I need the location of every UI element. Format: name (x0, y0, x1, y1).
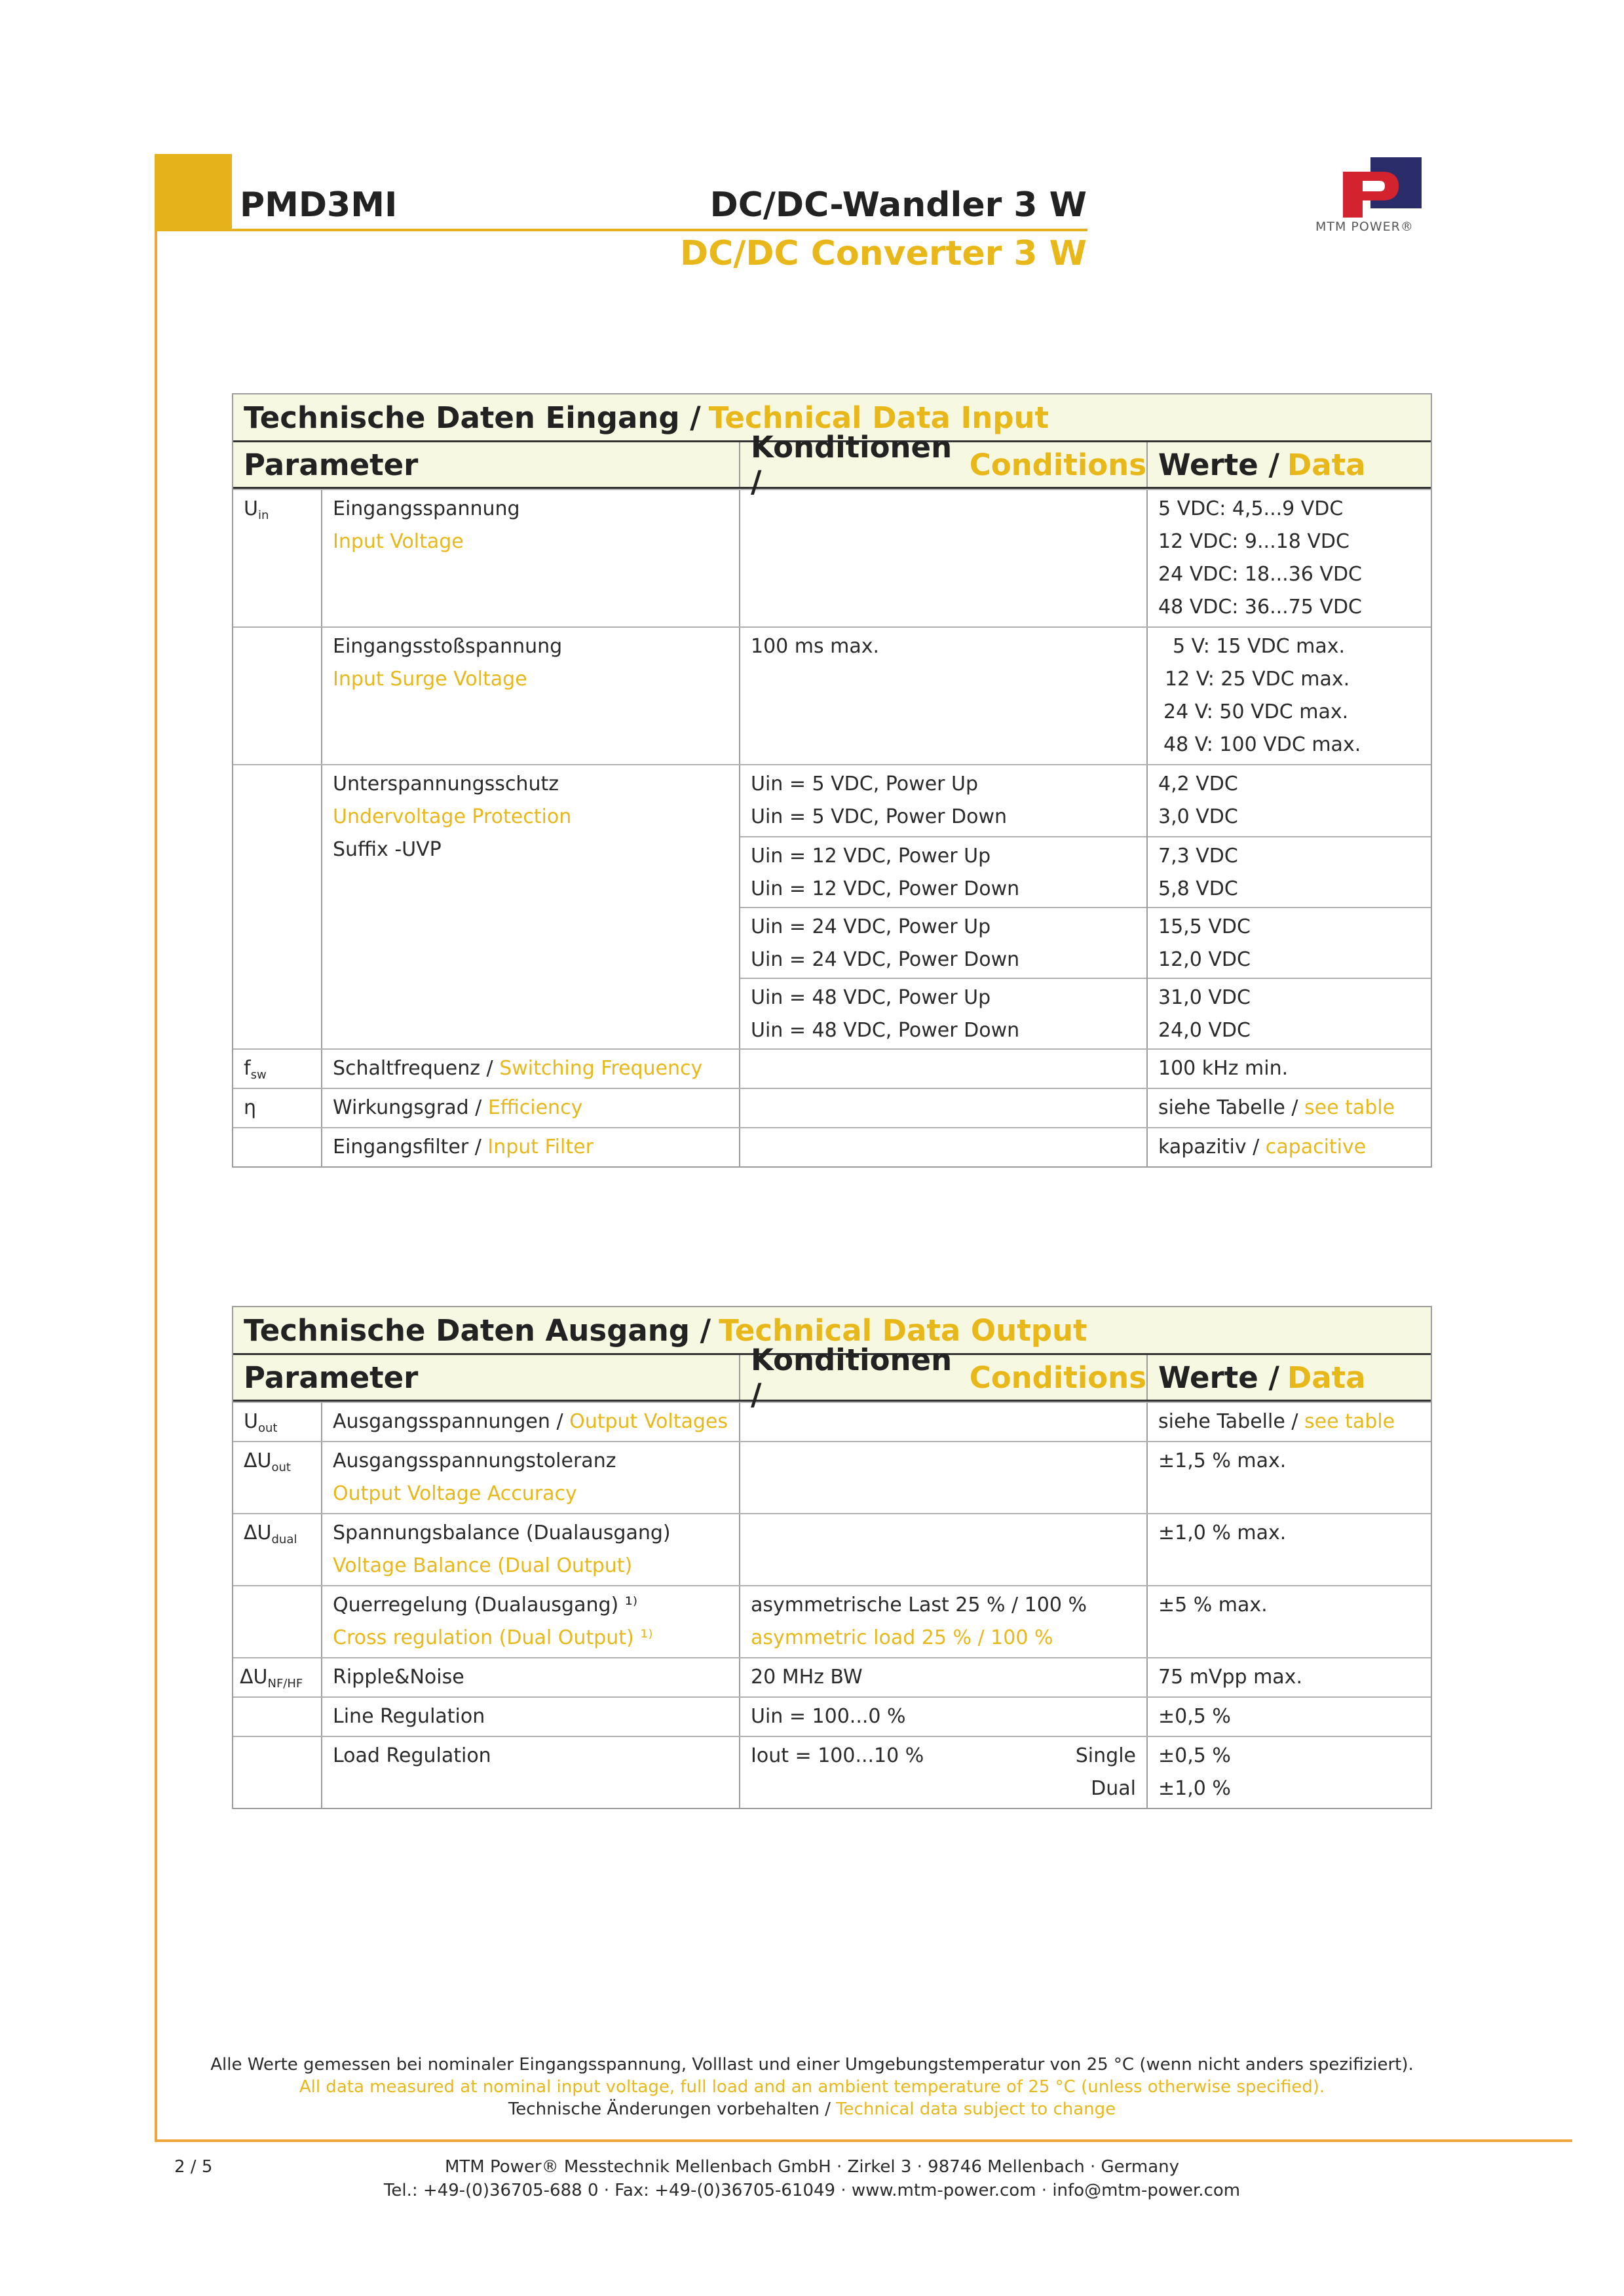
condition (740, 490, 1148, 626)
table-row (233, 1585, 1431, 1657)
symbol: $\Delta U_{dual}$ (233, 1514, 322, 1585)
table-row (233, 1048, 1431, 1088)
condition: Uin = 100...0 % (740, 1698, 1148, 1736)
value: ±5 % max. (1158, 1594, 1268, 1617)
parameter-name: Eingangsstoßspannung Input Surge Voltage (322, 628, 740, 764)
mtm-power-logo-icon (1336, 152, 1428, 231)
measurement-note-de: Alle Werte gemessen bei nominaler Eingangsspannung, Volllast und einer Umgebungstemperatur von 25 °C (wenn nicht anders spezifiziert). (210, 2055, 1414, 2075)
symbol (233, 765, 322, 1048)
symbol: $U_{out}$ (233, 1403, 322, 1441)
logo-text: MTM POWER® (1315, 220, 1414, 234)
parameter-name: Ausgangsspannungen / Output Voltages (322, 1403, 740, 1441)
page-frame-left (155, 231, 157, 2142)
value: ±0,5 % (1158, 1705, 1231, 1728)
table-row (233, 1088, 1431, 1127)
table-row (233, 626, 1431, 764)
symbol: $\Delta U_{out}$ (233, 1442, 322, 1513)
symbol: $U_{in}$ (233, 490, 322, 626)
parameter-name: Querregelung (Dualausgang) ¹⁾ Cross regulation (Dual Output) ¹⁾ (322, 1586, 740, 1657)
header-cond-de: Konditionen / (751, 430, 953, 499)
header-val-en: Data (1287, 1360, 1366, 1395)
table-header-row (233, 1343, 1431, 1412)
header-conditions (740, 430, 1148, 499)
condition: 100 ms max. (740, 628, 1148, 764)
condition (740, 1128, 1148, 1166)
header-parameter: Parameter (233, 1355, 740, 1400)
parameter-name: Ripple&Noise (322, 1658, 740, 1696)
symbol: $\Delta U_{NF/HF}$ (233, 1658, 322, 1696)
company-contact: Tel.: +49-(0)36705-688 0 · Fax: +49-(0)36705-61049 · www.mtm-power.com · info@mtm-power.com (383, 2181, 1241, 2200)
title-english: DC/DC Converter 3 W (680, 234, 1087, 273)
table-header-row (233, 430, 1431, 499)
value: 4,2 VDC 3,0 VDC 7,3 VDC 5,8 VDC 15,5 VDC 12,0 VDC 31,0 VDC 24,0 VDC (1148, 765, 1431, 1048)
parameter-name: Line Regulation (322, 1698, 740, 1736)
parameter-name: Spannungsbalance (Dualausgang) Voltage Balance (Dual Output) (322, 1514, 740, 1585)
table-row (233, 1441, 1431, 1513)
value: ±1,5 % max. (1158, 1449, 1287, 1472)
value: kapazitiv / capacitive (1158, 1136, 1367, 1158)
symbol (233, 1128, 322, 1166)
value: siehe Tabelle / see table (1158, 1096, 1395, 1119)
value: siehe Tabelle / see table (1158, 1410, 1395, 1433)
output-data-table (232, 1306, 1432, 1809)
header-color-block (155, 154, 232, 231)
table-row (233, 764, 1431, 1048)
page-number: 2 / 5 (174, 2157, 213, 2177)
symbol (233, 1698, 322, 1736)
value: 100 kHz min. (1158, 1057, 1289, 1080)
condition (740, 1514, 1148, 1585)
table-row (233, 1696, 1431, 1736)
condition (740, 1089, 1148, 1127)
condition (740, 1442, 1148, 1513)
parameter-name: Unterspannungsschutz Undervoltage Protection Suffix -UVP (322, 765, 740, 1048)
parameter-name: Wirkungsgrad / Efficiency (322, 1089, 740, 1127)
header-cond-en: Conditions (969, 447, 1146, 482)
title-german: DC/DC-Wandler 3 W (709, 185, 1087, 225)
condition: Uin = 5 VDC, Power Up Uin = 5 VDC, Power Down Uin = 12 VDC, Power Up Uin = 12 VDC, Power Down Uin = 24 VDC, Power Up Uin = 24 VDC, Power Down Uin = 48 VDC, Power Up Uin = 48 VDC, Power Down (740, 765, 1148, 1048)
table-row (233, 1657, 1431, 1696)
header-values (1148, 442, 1431, 487)
product-model: PMD3MI (240, 185, 398, 225)
table-row (233, 1402, 1431, 1441)
symbol: $f_{sw}$ (233, 1050, 322, 1088)
parameter-name: Load Regulation (322, 1737, 740, 1808)
title-de: Technische Daten Eingang / (244, 400, 701, 435)
header-conditions (740, 1343, 1148, 1412)
measurement-note-en: All data measured at nominal input voltage, full load and an ambient temperature of 25 °C (unless otherwise specified). (299, 2077, 1325, 2097)
parameter-name: Eingangsspannung Input Voltage (322, 490, 740, 626)
symbol (233, 1737, 322, 1808)
table-row (233, 489, 1431, 626)
change-note: Technische Änderungen vorbehalten / Technical data subject to change (508, 2099, 1116, 2119)
header-cond-de: Konditionen / (751, 1343, 953, 1412)
company-address: MTM Power® Messtechnik Mellenbach GmbH · Zirkel 3 · 98746 Mellenbach · Germany (444, 2157, 1180, 2177)
condition (740, 1403, 1148, 1441)
header-cond-en: Conditions (969, 1360, 1146, 1395)
symbol: η (233, 1089, 322, 1127)
table-row (233, 1127, 1431, 1166)
value: 5 V: 15 VDC max. 12 V: 25 VDC max. 24 V: 50 VDC max. 48 V: 100 VDC max. (1163, 635, 1361, 756)
condition: 20 MHz BW (740, 1658, 1148, 1696)
parameter-name: Eingangsfilter / Input Filter (322, 1128, 740, 1166)
value: 75 mVpp max. (1158, 1666, 1302, 1689)
header-val-de: Werte / (1158, 1360, 1279, 1395)
title-en: Technical Data Input (708, 400, 1049, 435)
value: 5 VDC: 4,5...9 VDC 12 VDC: 9...18 VDC 24 VDC: 18...36 VDC 48 VDC: 36...75 VDC (1158, 497, 1362, 619)
header-underline (232, 229, 1087, 231)
title-en: Technical Data Output (719, 1312, 1087, 1348)
header-val-de: Werte / (1158, 447, 1279, 482)
header-values (1148, 1355, 1431, 1400)
symbol (233, 628, 322, 764)
condition: asymmetrische Last 25 % / 100 % asymmetric load 25 % / 100 % (740, 1586, 1148, 1657)
value: ±0,5 % ±1,0 % (1158, 1744, 1231, 1800)
header-parameter: Parameter (233, 442, 740, 487)
table-row (233, 1513, 1431, 1585)
title-de: Technische Daten Ausgang / (244, 1312, 711, 1348)
page-frame-bottom (155, 2139, 1572, 2142)
parameter-name: Schaltfrequenz / Switching Frequency (322, 1050, 740, 1088)
parameter-name: Ausgangsspannungstoleranz Output Voltage Accuracy (322, 1442, 740, 1513)
table-row (233, 1736, 1431, 1808)
input-data-table (232, 393, 1432, 1168)
value: ±1,0 % max. (1158, 1521, 1287, 1544)
condition: Iout = 100...10 % Single Dual (740, 1737, 1148, 1808)
condition (740, 1050, 1148, 1088)
header-val-en: Data (1287, 447, 1366, 482)
symbol (233, 1586, 322, 1657)
